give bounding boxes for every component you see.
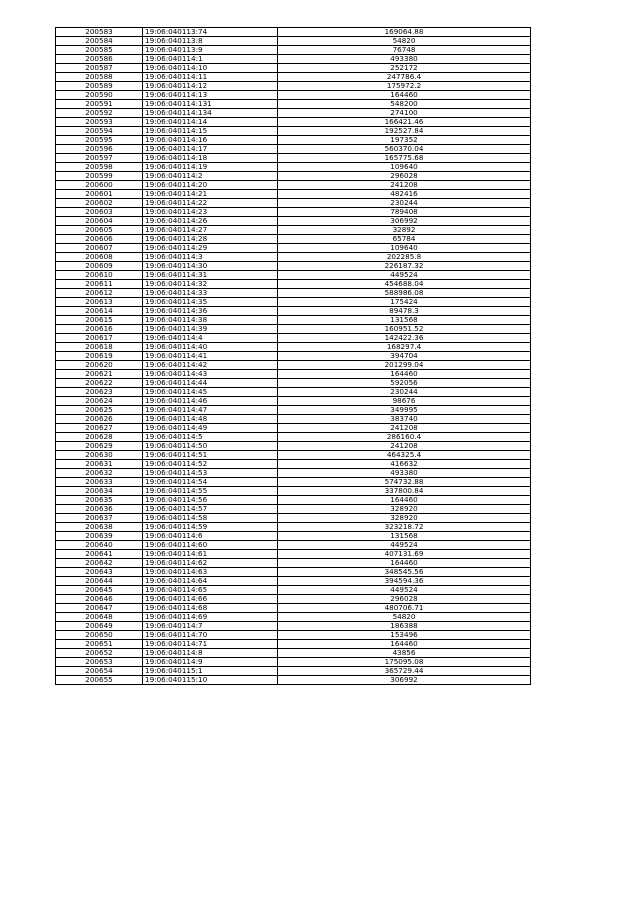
record-id-cell: 200623 [56, 388, 143, 397]
table-row [56, 199, 531, 208]
cadastral-number-cell: 19:06:040115:1 [143, 667, 278, 676]
record-id-cell: 200636 [56, 505, 143, 514]
table-row [56, 586, 531, 595]
record-id-cell: 200618 [56, 343, 143, 352]
record-id-cell: 200633 [56, 478, 143, 487]
table-row [56, 649, 531, 658]
cadastral-number-cell: 19:06:040114:42 [143, 361, 278, 370]
record-id-cell: 200629 [56, 442, 143, 451]
amount-cell: 175424 [278, 298, 531, 307]
table-row [56, 181, 531, 190]
cadastral-number-cell: 19:06:040114:134 [143, 109, 278, 118]
table-row [56, 118, 531, 127]
table-row [56, 613, 531, 622]
table-row [56, 433, 531, 442]
amount-cell: 197352 [278, 136, 531, 145]
cadastral-number-cell: 19:06:040114:26 [143, 217, 278, 226]
table-row [56, 523, 531, 532]
amount-cell: 480706.71 [278, 604, 531, 613]
table-row [56, 352, 531, 361]
table-row [56, 109, 531, 118]
amount-cell: 164460 [278, 559, 531, 568]
record-id-cell: 200591 [56, 100, 143, 109]
cadastral-number-cell: 19:06:040114:59 [143, 523, 278, 532]
table-row [56, 46, 531, 55]
amount-cell: 493380 [278, 55, 531, 64]
amount-cell: 153496 [278, 631, 531, 640]
table-row [56, 550, 531, 559]
record-id-cell: 200585 [56, 46, 143, 55]
amount-cell: 54820 [278, 613, 531, 622]
record-id-cell: 200592 [56, 109, 143, 118]
table-row [56, 136, 531, 145]
cadastral-number-cell: 19:06:040114:20 [143, 181, 278, 190]
cadastral-number-cell: 19:06:040114:31 [143, 271, 278, 280]
table-row [56, 667, 531, 676]
table-row [56, 100, 531, 109]
amount-cell: 328920 [278, 505, 531, 514]
amount-cell: 449524 [278, 541, 531, 550]
amount-cell: 482416 [278, 190, 531, 199]
cadastral-number-cell: 19:06:040114:43 [143, 370, 278, 379]
record-id-cell: 200628 [56, 433, 143, 442]
record-id-cell: 200586 [56, 55, 143, 64]
table-row [56, 244, 531, 253]
amount-cell: 201299.04 [278, 361, 531, 370]
cadastral-number-cell: 19:06:040114:5 [143, 433, 278, 442]
cadastral-number-cell: 19:06:040114:71 [143, 640, 278, 649]
record-id-cell: 200604 [56, 217, 143, 226]
amount-cell: 65784 [278, 235, 531, 244]
table-row [56, 127, 531, 136]
table-row [56, 379, 531, 388]
cadastral-number-cell: 19:06:040114:15 [143, 127, 278, 136]
amount-cell: 592056 [278, 379, 531, 388]
record-id-cell: 200645 [56, 586, 143, 595]
table-row [56, 262, 531, 271]
table-row [56, 631, 531, 640]
data-table [55, 27, 531, 685]
table-row [56, 163, 531, 172]
amount-cell: 164460 [278, 640, 531, 649]
cadastral-number-cell: 19:06:040114:51 [143, 451, 278, 460]
amount-cell: 109640 [278, 244, 531, 253]
table-row [56, 424, 531, 433]
table-row [56, 577, 531, 586]
cadastral-number-cell: 19:06:040113:9 [143, 46, 278, 55]
record-id-cell: 200637 [56, 514, 143, 523]
cadastral-number-cell: 19:06:040114:2 [143, 172, 278, 181]
table-row [56, 235, 531, 244]
table-row [56, 64, 531, 73]
record-id-cell: 200597 [56, 154, 143, 163]
record-id-cell: 200595 [56, 136, 143, 145]
cadastral-number-cell: 19:06:040114:9 [143, 658, 278, 667]
table-row [56, 568, 531, 577]
cadastral-number-cell: 19:06:040114:52 [143, 460, 278, 469]
table-row [56, 676, 531, 685]
amount-cell: 464325.4 [278, 451, 531, 460]
record-id-cell: 200583 [56, 28, 143, 37]
amount-cell: 296028 [278, 172, 531, 181]
cadastral-number-cell: 19:06:040114:50 [143, 442, 278, 451]
table-row [56, 478, 531, 487]
cadastral-number-cell: 19:06:040114:6 [143, 532, 278, 541]
amount-cell: 202285.8 [278, 253, 531, 262]
cadastral-number-cell: 19:06:040114:56 [143, 496, 278, 505]
table-row [56, 640, 531, 649]
record-id-cell: 200635 [56, 496, 143, 505]
record-id-cell: 200588 [56, 73, 143, 82]
amount-cell: 89478.3 [278, 307, 531, 316]
record-id-cell: 200606 [56, 235, 143, 244]
record-id-cell: 200634 [56, 487, 143, 496]
cadastral-number-cell: 19:06:040114:19 [143, 163, 278, 172]
amount-cell: 394594.36 [278, 577, 531, 586]
record-id-cell: 200587 [56, 64, 143, 73]
record-id-cell: 200644 [56, 577, 143, 586]
amount-cell: 131568 [278, 316, 531, 325]
cadastral-number-cell: 19:06:040114:21 [143, 190, 278, 199]
table-row [56, 397, 531, 406]
amount-cell: 286160.4 [278, 433, 531, 442]
table-row [56, 334, 531, 343]
record-id-cell: 200610 [56, 271, 143, 280]
table-row [56, 280, 531, 289]
amount-cell: 789408 [278, 208, 531, 217]
table-body [56, 28, 531, 685]
table-row [56, 442, 531, 451]
cadastral-number-cell: 19:06:040114:70 [143, 631, 278, 640]
record-id-cell: 200590 [56, 91, 143, 100]
table-row [56, 172, 531, 181]
table-row [56, 604, 531, 613]
amount-cell: 230244 [278, 199, 531, 208]
record-id-cell: 200605 [56, 226, 143, 235]
cadastral-number-cell: 19:06:040114:62 [143, 559, 278, 568]
amount-cell: 32892 [278, 226, 531, 235]
amount-cell: 186388 [278, 622, 531, 631]
record-id-cell: 200615 [56, 316, 143, 325]
amount-cell: 175095.08 [278, 658, 531, 667]
cadastral-number-cell: 19:06:040114:47 [143, 406, 278, 415]
table-row [56, 496, 531, 505]
cadastral-number-cell: 19:06:040114:8 [143, 649, 278, 658]
amount-cell: 252172 [278, 64, 531, 73]
record-id-cell: 200649 [56, 622, 143, 631]
cadastral-number-cell: 19:06:040114:28 [143, 235, 278, 244]
record-id-cell: 200596 [56, 145, 143, 154]
amount-cell: 548200 [278, 100, 531, 109]
amount-cell: 241208 [278, 181, 531, 190]
table-row [56, 532, 531, 541]
table-row [56, 145, 531, 154]
amount-cell: 407131.69 [278, 550, 531, 559]
amount-cell: 416632 [278, 460, 531, 469]
record-id-cell: 200647 [56, 604, 143, 613]
amount-cell: 574732.88 [278, 478, 531, 487]
amount-cell: 76748 [278, 46, 531, 55]
table-row [56, 55, 531, 64]
record-id-cell: 200641 [56, 550, 143, 559]
amount-cell: 241208 [278, 424, 531, 433]
amount-cell: 560370.04 [278, 145, 531, 154]
amount-cell: 241208 [278, 442, 531, 451]
record-id-cell: 200616 [56, 325, 143, 334]
amount-cell: 165775.68 [278, 154, 531, 163]
table-row [56, 298, 531, 307]
record-id-cell: 200621 [56, 370, 143, 379]
table-row [56, 253, 531, 262]
record-id-cell: 200601 [56, 190, 143, 199]
table-row [56, 460, 531, 469]
amount-cell: 168297.4 [278, 343, 531, 352]
cadastral-number-cell: 19:06:040114:41 [143, 352, 278, 361]
cadastral-number-cell: 19:06:040114:39 [143, 325, 278, 334]
record-id-cell: 200627 [56, 424, 143, 433]
record-id-cell: 200617 [56, 334, 143, 343]
cadastral-number-cell: 19:06:040114:7 [143, 622, 278, 631]
record-id-cell: 200631 [56, 460, 143, 469]
table-row [56, 307, 531, 316]
cadastral-number-cell: 19:06:040114:23 [143, 208, 278, 217]
cadastral-number-cell: 19:06:040114:17 [143, 145, 278, 154]
table-row [56, 217, 531, 226]
cadastral-number-cell: 19:06:040114:12 [143, 82, 278, 91]
record-id-cell: 200593 [56, 118, 143, 127]
amount-cell: 365729.44 [278, 667, 531, 676]
record-id-cell: 200638 [56, 523, 143, 532]
record-id-cell: 200600 [56, 181, 143, 190]
amount-cell: 449524 [278, 271, 531, 280]
record-id-cell: 200602 [56, 199, 143, 208]
record-id-cell: 200612 [56, 289, 143, 298]
record-id-cell: 200630 [56, 451, 143, 460]
cadastral-number-cell: 19:06:040114:57 [143, 505, 278, 514]
amount-cell: 383740 [278, 415, 531, 424]
table-row [56, 658, 531, 667]
cadastral-number-cell: 19:06:040114:49 [143, 424, 278, 433]
record-id-cell: 200626 [56, 415, 143, 424]
record-id-cell: 200642 [56, 559, 143, 568]
cadastral-number-cell: 19:06:040114:3 [143, 253, 278, 262]
table-row [56, 226, 531, 235]
table-row [56, 37, 531, 46]
table-row [56, 82, 531, 91]
cadastral-number-cell: 19:06:040114:64 [143, 577, 278, 586]
cadastral-number-cell: 19:06:040114:60 [143, 541, 278, 550]
amount-cell: 454688.04 [278, 280, 531, 289]
amount-cell: 164460 [278, 496, 531, 505]
amount-cell: 588986.08 [278, 289, 531, 298]
record-id-cell: 200650 [56, 631, 143, 640]
amount-cell: 226187.32 [278, 262, 531, 271]
amount-cell: 348545.56 [278, 568, 531, 577]
record-id-cell: 200640 [56, 541, 143, 550]
amount-cell: 109640 [278, 163, 531, 172]
record-id-cell: 200632 [56, 469, 143, 478]
record-id-cell: 200622 [56, 379, 143, 388]
cadastral-number-cell: 19:06:040114:35 [143, 298, 278, 307]
cadastral-number-cell: 19:06:040114:16 [143, 136, 278, 145]
cadastral-number-cell: 19:06:040114:46 [143, 397, 278, 406]
table-row [56, 343, 531, 352]
amount-cell: 131568 [278, 532, 531, 541]
amount-cell: 394704 [278, 352, 531, 361]
cadastral-number-cell: 19:06:040114:53 [143, 469, 278, 478]
record-id-cell: 200607 [56, 244, 143, 253]
table-row [56, 406, 531, 415]
cadastral-number-cell: 19:06:040113:74 [143, 28, 278, 37]
amount-cell: 349995 [278, 406, 531, 415]
amount-cell: 274100 [278, 109, 531, 118]
record-id-cell: 200620 [56, 361, 143, 370]
table-row [56, 73, 531, 82]
record-id-cell: 200608 [56, 253, 143, 262]
cadastral-number-cell: 19:06:040114:54 [143, 478, 278, 487]
record-id-cell: 200613 [56, 298, 143, 307]
amount-cell: 449524 [278, 586, 531, 595]
record-id-cell: 200625 [56, 406, 143, 415]
record-id-cell: 200609 [56, 262, 143, 271]
table-row [56, 154, 531, 163]
table-row [56, 487, 531, 496]
record-id-cell: 200599 [56, 172, 143, 181]
table-row [56, 289, 531, 298]
cadastral-number-cell: 19:06:040115:10 [143, 676, 278, 685]
cadastral-number-cell: 19:06:040114:38 [143, 316, 278, 325]
cadastral-number-cell: 19:06:040114:65 [143, 586, 278, 595]
table-row [56, 505, 531, 514]
amount-cell: 328920 [278, 514, 531, 523]
table-row [56, 541, 531, 550]
record-id-cell: 200589 [56, 82, 143, 91]
cadastral-number-cell: 19:06:040114:58 [143, 514, 278, 523]
amount-cell: 164460 [278, 91, 531, 100]
cadastral-number-cell: 19:06:040114:131 [143, 100, 278, 109]
record-id-cell: 200653 [56, 658, 143, 667]
amount-cell: 98676 [278, 397, 531, 406]
cadastral-number-cell: 19:06:040114:40 [143, 343, 278, 352]
record-id-cell: 200603 [56, 208, 143, 217]
record-id-cell: 200594 [56, 127, 143, 136]
amount-cell: 160951.52 [278, 325, 531, 334]
cadastral-number-cell: 19:06:040113:8 [143, 37, 278, 46]
cadastral-number-cell: 19:06:040114:63 [143, 568, 278, 577]
amount-cell: 142422.36 [278, 334, 531, 343]
cadastral-number-cell: 19:06:040114:14 [143, 118, 278, 127]
cadastral-number-cell: 19:06:040114:55 [143, 487, 278, 496]
cadastral-number-cell: 19:06:040114:13 [143, 91, 278, 100]
record-id-cell: 200648 [56, 613, 143, 622]
cadastral-number-cell: 19:06:040114:44 [143, 379, 278, 388]
table-row [56, 415, 531, 424]
cadastral-number-cell: 19:06:040114:18 [143, 154, 278, 163]
table-row [56, 469, 531, 478]
cadastral-number-cell: 19:06:040114:1 [143, 55, 278, 64]
amount-cell: 192527.84 [278, 127, 531, 136]
record-id-cell: 200614 [56, 307, 143, 316]
amount-cell: 175972.2 [278, 82, 531, 91]
table-row [56, 190, 531, 199]
record-id-cell: 200646 [56, 595, 143, 604]
cadastral-number-cell: 19:06:040114:4 [143, 334, 278, 343]
table-row [56, 451, 531, 460]
record-id-cell: 200655 [56, 676, 143, 685]
amount-cell: 230244 [278, 388, 531, 397]
record-id-cell: 200619 [56, 352, 143, 361]
amount-cell: 306992 [278, 676, 531, 685]
cadastral-number-cell: 19:06:040114:69 [143, 613, 278, 622]
amount-cell: 247786.4 [278, 73, 531, 82]
table-row [56, 559, 531, 568]
table-row [56, 514, 531, 523]
cadastral-number-cell: 19:06:040114:66 [143, 595, 278, 604]
table-row [56, 370, 531, 379]
table-row [56, 325, 531, 334]
table-row [56, 91, 531, 100]
table-row [56, 622, 531, 631]
record-id-cell: 200639 [56, 532, 143, 541]
table-row [56, 595, 531, 604]
cadastral-number-cell: 19:06:040114:61 [143, 550, 278, 559]
amount-cell: 493380 [278, 469, 531, 478]
cadastral-number-cell: 19:06:040114:22 [143, 199, 278, 208]
cadastral-number-cell: 19:06:040114:45 [143, 388, 278, 397]
record-id-cell: 200611 [56, 280, 143, 289]
cadastral-number-cell: 19:06:040114:32 [143, 280, 278, 289]
cadastral-number-cell: 19:06:040114:29 [143, 244, 278, 253]
amount-cell: 323218.72 [278, 523, 531, 532]
amount-cell: 169064.88 [278, 28, 531, 37]
record-id-cell: 200654 [56, 667, 143, 676]
amount-cell: 54820 [278, 37, 531, 46]
cadastral-number-cell: 19:06:040114:11 [143, 73, 278, 82]
cadastral-number-cell: 19:06:040114:36 [143, 307, 278, 316]
table-row [56, 271, 531, 280]
cadastral-number-cell: 19:06:040114:27 [143, 226, 278, 235]
table-row [56, 361, 531, 370]
table-row [56, 208, 531, 217]
record-id-cell: 200651 [56, 640, 143, 649]
amount-cell: 166421.46 [278, 118, 531, 127]
table-row [56, 28, 531, 37]
record-id-cell: 200652 [56, 649, 143, 658]
amount-cell: 296028 [278, 595, 531, 604]
amount-cell: 337800.84 [278, 487, 531, 496]
amount-cell: 164460 [278, 370, 531, 379]
cadastral-number-cell: 19:06:040114:30 [143, 262, 278, 271]
table-row [56, 388, 531, 397]
record-id-cell: 200584 [56, 37, 143, 46]
cadastral-number-cell: 19:06:040114:33 [143, 289, 278, 298]
cadastral-number-cell: 19:06:040114:68 [143, 604, 278, 613]
amount-cell: 43856 [278, 649, 531, 658]
amount-cell: 306992 [278, 217, 531, 226]
record-id-cell: 200643 [56, 568, 143, 577]
cadastral-number-cell: 19:06:040114:10 [143, 64, 278, 73]
table-row [56, 316, 531, 325]
record-id-cell: 200624 [56, 397, 143, 406]
cadastral-number-cell: 19:06:040114:48 [143, 415, 278, 424]
record-id-cell: 200598 [56, 163, 143, 172]
